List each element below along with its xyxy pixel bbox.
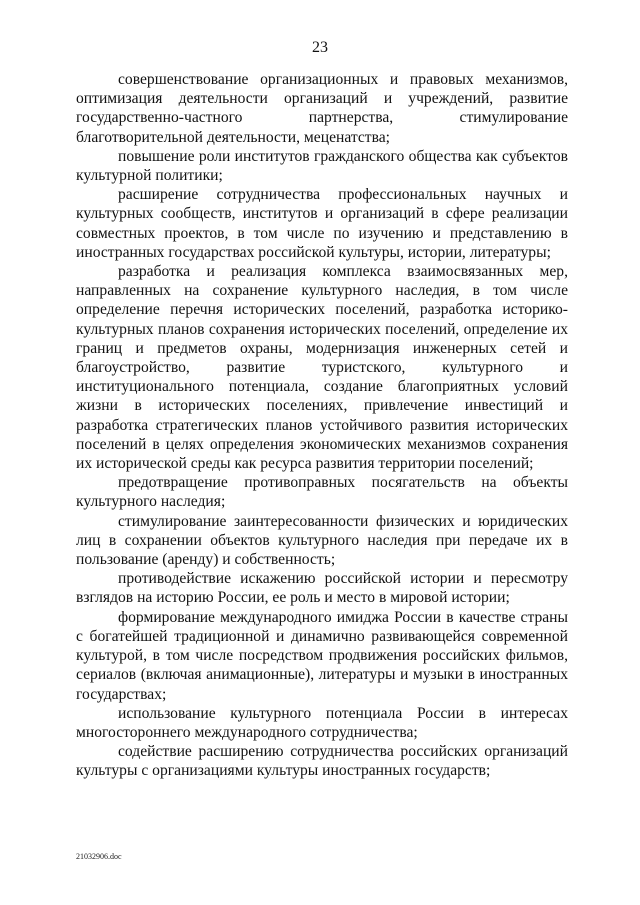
list-item-paragraph: предотвращение противоправных посягательств на объекты культурного наследия; [76, 474, 568, 511]
list-item-paragraph: повышение роли институтов гражданского общества как субъектов культурной политики; [76, 147, 568, 185]
list-item-paragraph: использование культурного потенциала России в интересах многостороннего международного сотрудничества; [76, 704, 568, 741]
document-body [76, 70, 568, 781]
list-item-paragraph: разработка и реализация комплекса взаимосвязанных мер, направленных на сохранение культурного наследия, в том числе определение перечня исторических поселений, разработка историко-культурных планов сохранения исторических поселений, определение их границ и предметов охраны, модернизация инженерных сетей и благоустройство, развитие туристского, культурного и институционального потенциала, создание благоприятных условий жизни в исторических поселениях, привлечение инвестиций и разработка стратегических планов устойчивого развития исторических поселений в целях определения экономических механизмов сохранения их исторической среды как ресурса развития территории поселений; [76, 263, 568, 473]
list-item-paragraph: стимулирование заинтересованности физических и юридических лиц в сохранении объектов культурного наследия при передаче их в пользование (аренду) и собственность; [76, 512, 568, 569]
list-item-paragraph: расширение сотрудничества профессиональных научных и культурных сообществ, институтов и организаций в сфере реализации совместных проектов, в том числе по изучению и представлению в иностранных государствах российской культуры, истории, литературы; [76, 186, 568, 261]
list-item-paragraph: формирование международного имиджа России в качестве страны с богатейшей традиционной и динамично развивающейся современной культурой, в том числе посредством продвижения российских фильмов, сериалов (включая анимационные), литературы и музыки в иностранных государствах; [76, 608, 568, 703]
list-item-paragraph: содействие расширению сотрудничества российских организаций культуры с организациями культуры иностранных государств; [76, 743, 568, 780]
file-name-footer: 21032906.doc [76, 852, 122, 861]
list-item-paragraph: совершенствование организационных и правовых механизмов, оптимизация деятельности организаций и учреждений, развитие государственно-частного партнерства, стимулирование благотворительной деятельности, меценатства; [76, 71, 568, 146]
list-item-paragraph: противодействие искажению российской истории и пересмотру взглядов на историю России, ее роль и место в мировой истории; [76, 570, 568, 607]
page-number: 23 [312, 39, 328, 56]
